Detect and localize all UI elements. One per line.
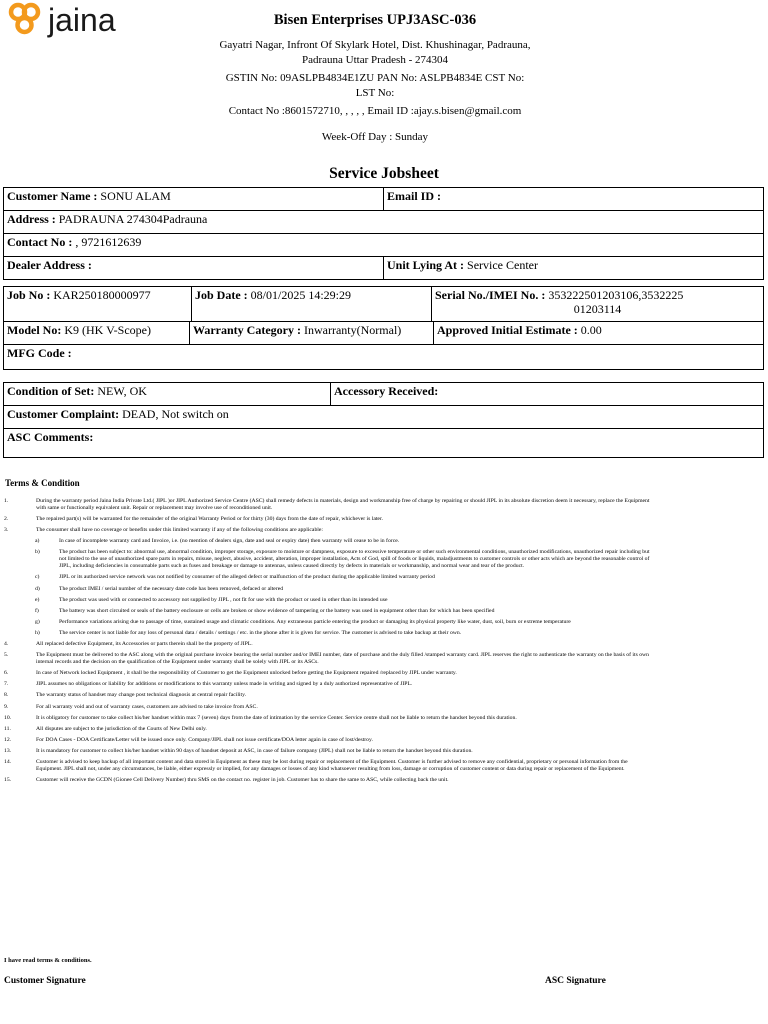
terms-item-text: During the warranty period Jaina India Private Ltd.( JIPL )or JIPL Authorized Service Centre (ASC) shall remedy defects in materials, design and workmanship free of charge by repairing or should JIPL in its absolute discretion deem it necessary, replace the Equipment with same or functionally equivalent unit. Repair or replacement may involve use of reconditioned unit. xyxy=(36,498,650,511)
contact-label: Contact No : xyxy=(7,235,73,249)
job-no-value: KAR250180000977 xyxy=(53,288,151,302)
terms-item-number: 4. xyxy=(4,641,9,648)
terms-item-number: 13. xyxy=(4,747,12,754)
job-date-cell xyxy=(192,287,432,322)
terms-subitem xyxy=(3,538,653,545)
terms-item xyxy=(3,527,653,534)
terms-item-number: 8. xyxy=(4,692,9,699)
mfg-code-label: MFG Code : xyxy=(7,346,72,360)
terms-item-text: In case of Network locked Equipment , it shall be the responsibility of Customer to get the Equipment unlocked before getting the Equipment repaired /replaced by JIPL under warranty. xyxy=(36,670,457,677)
terms-item-text: Performance variations arising due to passage of time, sustained usage and climatic conditions. Any extraneous particle entering the product or damaging its physical property like water, dust, soil, burn or extreme temperature xyxy=(59,618,571,625)
address-label: Address : xyxy=(7,212,56,226)
company-name: Bisen Enterprises UPJ3ASC-036 xyxy=(273,12,477,28)
terms-item-number: f) xyxy=(35,607,39,614)
terms-item-text: It is mandatory for customer to collect his/her handset within 90 days of handset deposit at ASC, in case of failure company (JIPL) shall not be liable to return the handset beyond this duration. xyxy=(36,747,473,754)
terms-subitem xyxy=(3,630,653,637)
terms-item-text: All replaced defective Equipment, its Accessories or parts therein shall be the property of JIPL. xyxy=(36,641,253,648)
terms-item-text: For DOA Cases - DOA Certificate/Letter will be issued once only. Company/JIPL shall not issue certificate/DOA letter again in case of lost/destroy. xyxy=(36,736,373,743)
terms-item xyxy=(3,737,653,744)
gstin-line: GSTIN No: 09ASLPB4834E1ZU PAN No: ASLPB4834E CST No: xyxy=(225,72,525,84)
asc-comments-cell xyxy=(4,429,764,458)
terms-subitem xyxy=(3,549,653,570)
unit-lying-cell xyxy=(384,257,764,280)
terms-item-number: 10. xyxy=(4,714,12,721)
accessory-label: Accessory Received: xyxy=(334,384,439,398)
unit-lying-value: Service Center xyxy=(467,258,538,272)
terms-item xyxy=(3,498,653,512)
logo-wordmark: jaina xyxy=(48,2,116,38)
terms-item-number: 12. xyxy=(4,736,12,743)
page-title: Service Jobsheet xyxy=(329,165,439,182)
asc-comments-label: ASC Comments: xyxy=(7,430,94,444)
terms-item-text: The product has been subject to: abnormal use, abnormal condition, improper storage, exposure to moisture or dampness, exposure to excessive temperature or other such environmental conditions, unauthorized modifications, unauthorized repair including but not limited to the use of unauthorized spare parts in repairs, misuse, neglect, abusive, accident, alteration, improper installation, Acts of God, spill of foods or liquids, maladjustments to customer controls or other acts which are beyond the reasonable control of JIPL, including deficiencies in consumable parts such as fuses and breakage or damage to antennas, unless caused directly by defects in materials or workmanship, and normal wear and tear of the product. xyxy=(59,549,650,570)
job-no-cell xyxy=(4,287,192,322)
terms-item-number: g) xyxy=(35,618,40,625)
terms-item-number: c) xyxy=(35,574,40,581)
customer-name-label: Customer Name : xyxy=(7,189,98,203)
dealer-address-cell xyxy=(4,257,384,280)
mfg-code-cell xyxy=(4,345,764,370)
asc-signature-label: ASC Signature xyxy=(545,976,606,986)
terms-item-text: The warranty status of handset may change post technical diagnosis at central repair facility. xyxy=(36,692,246,699)
terms-item-number: 7. xyxy=(4,681,9,688)
terms-acknowledgement: I have read terms & conditions. xyxy=(4,957,92,964)
terms-subitem xyxy=(3,619,653,626)
terms-item-text: Customer is advised to keep backup of all important content and data stored in Equipment as these may be lost during repair or replacement of the Equipment. Customer is further advised to remove any confidential, proprietary or personal information from the Equipment. JIPL shall not, under any circumstances, be liable, either expressly or implied, for any damages or losses of any kind whatsoever resulting from loss, damage or corruption of customer content or data during repair or replacement of the Equipment. xyxy=(36,758,628,772)
customer-name-cell xyxy=(4,188,384,211)
terms-item-text: The product was used with or connected to accessory not supplied by JIPL , not fit for use with the product or used in other than its intended use xyxy=(59,596,388,603)
terms-item-number: d) xyxy=(35,585,40,592)
terms-item xyxy=(3,692,653,699)
terms-item xyxy=(3,726,653,733)
lst-line: LST No: xyxy=(355,87,395,99)
contact-line: Contact No :8601572710, , , , , Email ID :ajay.s.bisen@gmail.com xyxy=(228,105,522,117)
company-address-1: Gayatri Nagar, Infront Of Skylark Hotel, Dist. Khushinagar, Padrauna, xyxy=(219,39,531,51)
terms-item-number: a) xyxy=(35,538,40,545)
terms-item-number: 15. xyxy=(4,777,12,784)
terms-item-number: 5. xyxy=(4,652,9,659)
unit-lying-label: Unit Lying At : xyxy=(387,258,465,272)
terms-item-text: The battery was short circuited or seals of the battery enclosure or cells are broken or show evidence of tampering or the battery was used in equipment other than for which has been specified xyxy=(59,607,495,614)
dealer-address-label: Dealer Address : xyxy=(7,258,92,272)
customer-name-value: SONU ALAM xyxy=(100,189,171,203)
job-no-label: Job No : xyxy=(7,288,51,302)
job-date-label: Job Date : xyxy=(195,288,248,302)
terms-subitem xyxy=(3,574,653,581)
terms-item xyxy=(3,670,653,677)
terms-heading: Terms & Condition xyxy=(5,478,80,488)
terms-item xyxy=(3,759,653,773)
job-table xyxy=(3,286,764,322)
terms-item-number: h) xyxy=(35,629,40,636)
terms-item-number: 1. xyxy=(4,498,9,504)
company-header xyxy=(150,10,600,145)
terms-item-text: JIPL or its authorized service network was not notified by consumer of the alleged defect or malfunction of the product during the applicable limited warranty period xyxy=(59,574,435,581)
terms-item xyxy=(3,641,653,648)
terms-item-text: The product IMEI / serial number of the necessary date code has been removed, defaced or altered xyxy=(59,585,284,592)
model-label: Model No: xyxy=(7,323,62,337)
terms-item-text: It is obligatory for customer to take collect his/her handset within max 7 (seven) days from the date of intimation by the service Center. Service centre shall not be liable to return the handset beyond this duration. xyxy=(36,714,517,721)
condition-value: NEW, OK xyxy=(97,384,147,398)
terms-item xyxy=(3,715,653,722)
accessory-cell xyxy=(331,383,764,406)
contact-cell xyxy=(4,234,764,257)
terms-item xyxy=(3,748,653,755)
terms-item-number: 9. xyxy=(4,703,9,710)
serial-cell xyxy=(432,287,764,322)
terms-item-number: e) xyxy=(35,596,40,603)
model-table xyxy=(3,321,764,370)
terms-item-number: 2. xyxy=(4,516,9,523)
model-value: K9 (HK V-Scope) xyxy=(64,323,151,337)
terms-subitem xyxy=(3,586,653,593)
terms-item-text: JIPL assumes no obligations or liability for additions or modifications to this warranty unless made in writing and signed by a duly authorized representative of JIPL. xyxy=(36,681,413,688)
condition-cell xyxy=(4,383,331,406)
logo-mark-icon xyxy=(11,5,38,32)
terms-item-number: 3. xyxy=(4,527,9,534)
address-cell xyxy=(4,211,764,234)
serial-value-1: 353222501203106,3532225 xyxy=(548,288,684,302)
estimate-value: 0.00 xyxy=(580,323,602,337)
terms-item xyxy=(3,777,653,784)
terms-item xyxy=(3,681,653,688)
terms-item-text: The consumer shall have no coverage or benefits under this limited warranty if any of the following conditions are applicable: xyxy=(36,527,323,534)
terms-subitem xyxy=(3,597,653,604)
terms-item-number: 11. xyxy=(4,725,11,732)
week-off-line: Week-Off Day : Sunday xyxy=(321,131,429,143)
warranty-cell xyxy=(190,322,434,345)
email-label: Email ID : xyxy=(387,189,441,203)
complaint-value: DEAD, Not switch on xyxy=(122,407,229,421)
terms-item-text: In case of incomplete warranty card and Invoice, i.e. (no mention of dealers sign, date and seal or expiry date) then warranty will cease to be in force. xyxy=(59,538,400,545)
terms-item-number: 14. xyxy=(4,758,12,765)
serial-value-2: 01203114 xyxy=(573,302,622,316)
terms-item-number: b) xyxy=(35,549,40,556)
warranty-value: Inwarranty(Normal) xyxy=(303,323,402,337)
terms-item-text: The service center is not liable for any loss of personal data / details / settings / etc. in the phone after it is given for service. The customer is advised to take backup at their own. xyxy=(59,629,462,636)
terms-item-text: For all warranty void and out of warranty cases, customers are advised to take invoice from ASC. xyxy=(36,703,258,710)
job-date-value: 08/01/2025 14:29:29 xyxy=(250,288,352,302)
estimate-label: Approved Initial Estimate : xyxy=(437,323,578,337)
email-cell xyxy=(384,188,764,211)
jaina-logo xyxy=(4,0,134,40)
terms-item-text: Customer will receive the GCDN (Gionee Cell Delivery Number) thru SMS on the contact no. register in job. Customer has to share the same to ASC, while collecting back the unit. xyxy=(36,777,449,784)
terms-item xyxy=(3,704,653,711)
terms-item-number: 6. xyxy=(4,670,9,677)
address-value: PADRAUNA 274304Padrauna xyxy=(58,212,208,226)
terms-item-text: The repaired part(s) will be warranted for the remainder of the original Warranty Period or for thirty (30) days from the date of repair, whichever is later. xyxy=(36,516,383,523)
condition-label: Condition of Set: xyxy=(7,384,95,398)
condition-table xyxy=(3,382,764,458)
complaint-cell xyxy=(4,406,764,429)
complaint-label: Customer Complaint: xyxy=(7,407,120,421)
company-address-2: Padrauna Uttar Pradesh - 274304 xyxy=(301,54,449,66)
customer-signature-label: Customer Signature xyxy=(4,976,86,986)
terms-subitem xyxy=(3,608,653,615)
model-cell xyxy=(4,322,190,345)
estimate-cell xyxy=(434,322,764,345)
terms-list xyxy=(3,498,653,788)
contact-value: , 9721612639 xyxy=(75,235,142,249)
terms-item xyxy=(3,516,653,523)
terms-item-text: The Equipment must be delivered to the ASC along with the original purchase invoice bearing the serial number and/or IMEI number, date of purchase and the duly filled /stamped warranty card. JIPL reserves the right to authenticate the warranty on the basis of its own internal records and the decision on the qualification of the Equipment under warranty shall be solely with JIPL or its ASCs. xyxy=(36,652,649,666)
terms-item xyxy=(3,652,653,666)
terms-item-text: All disputes are subject to the jurisdiction of the Courts of New Delhi only. xyxy=(36,725,207,732)
customer-table xyxy=(3,187,764,280)
warranty-label: Warranty Category : xyxy=(193,323,301,337)
serial-label: Serial No./IMEI No. : xyxy=(435,288,546,302)
